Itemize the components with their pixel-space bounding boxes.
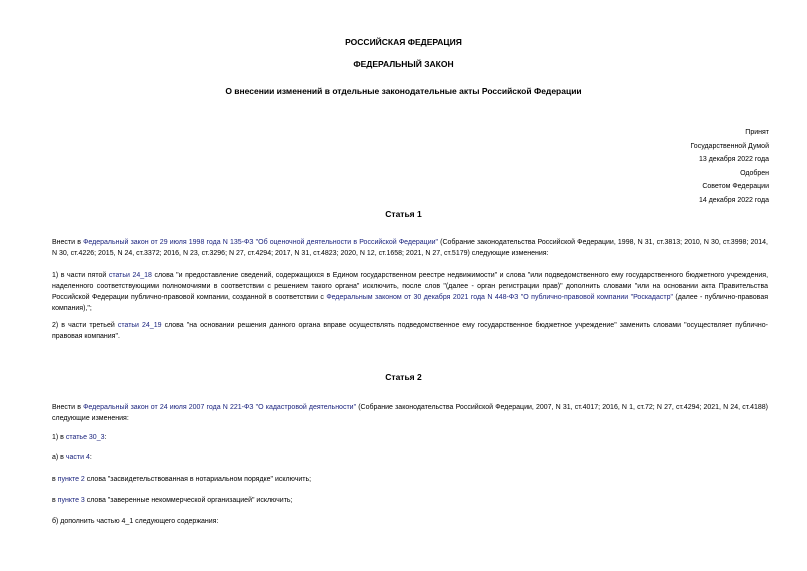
acceptance-line: 14 декабря 2022 года: [698, 196, 769, 204]
text: а) в: [52, 454, 66, 461]
article-link[interactable]: статьи 24_18: [108, 272, 152, 279]
text: 1) в: [52, 434, 66, 441]
text: слова "засвидетельствованная в нотариальном порядке" исключить;: [84, 476, 312, 483]
acceptance-line: Советом Федерации: [702, 183, 769, 190]
text: в: [52, 497, 58, 504]
acceptance-block: [569, 126, 769, 207]
article-1-item-2: [52, 320, 768, 342]
acceptance-line: Одобрен: [740, 169, 769, 177]
law-link[interactable]: Федеральным законом от 30 декабря 2021 года N 448-ФЗ "О публично-правовой компании "Роскадастр": [326, 294, 673, 301]
point-link[interactable]: пункте 3: [57, 497, 85, 504]
text: слова "на основании решения данного органа вправе осуществлять подведомственное ему государственное бюджетное учреждение" заменить словами "осуществляет публично-правовая компания".: [52, 322, 768, 340]
article-2-item-b: б) дополнить частью 4_1 следующего содержания:: [52, 518, 219, 525]
article-2-item-a: [52, 452, 768, 463]
country-heading: РОССИЙСКАЯ ФЕДЕРАЦИЯ: [345, 37, 462, 47]
article-1-heading: Статья 1: [385, 209, 422, 219]
text: :: [89, 454, 92, 461]
text: 2) в части третьей: [52, 322, 118, 329]
law-link[interactable]: Федеральный закон от 24 июля 2007 года N 221-ФЗ "О кадастровой деятельности": [83, 404, 357, 411]
article-2-point-2: [52, 474, 768, 485]
doc-type-heading: ФЕДЕРАЛЬНЫЙ ЗАКОН: [353, 59, 454, 69]
text: слова "и предоставление сведений, содержащихся в Едином государственном реестре недвижимости" и слова "или подведомственного ему государственного бюджетного учреждения, наделенного соответствующими полномочиями в соответствии с решением такого органа" исключить, после слов "(далее - орган регистрации прав)" дополнить словами "или на основании акта Правительства Российской Федерации публично-правовой компании, созданной в соответствии с: [52, 272, 769, 301]
article-link[interactable]: статьи 24_19: [117, 322, 162, 329]
acceptance-line: 13 декабря 2022 года: [698, 156, 769, 163]
article-1-item-1: [52, 270, 768, 314]
article-2-item-1: [52, 432, 768, 443]
text: 1) в части пятой: [52, 272, 109, 279]
article-2-intro: [52, 402, 768, 424]
law-link[interactable]: Федеральный закон от 29 июля 1998 года N 135-ФЗ "Об оценочной деятельности в Российской Федерации": [83, 239, 438, 246]
text: Внести в: [52, 239, 84, 246]
text: слова "заверенные некоммерческой организацией" исключить;: [84, 497, 293, 504]
text: :: [104, 434, 107, 441]
article-1-intro: [52, 237, 768, 259]
text: в: [52, 476, 58, 483]
acceptance-line: Государственной Думой: [690, 142, 769, 150]
article-2-point-3: [52, 495, 768, 506]
point-link[interactable]: пункте 2: [57, 476, 85, 483]
part-link[interactable]: части 4: [65, 454, 90, 461]
text: Внести в: [52, 404, 84, 411]
text: (Собрание законодательства Российской Федерации, 2007, N 31, ст.4017; 2016, N 1, ст.72; N 27, ст.4294; 2021, N 24, ст.4188) следующие изменения:: [52, 404, 769, 422]
article-2-heading: Статья 2: [385, 372, 422, 382]
text: (Собрание законодательства Российской Федерации, 1998, N 31, ст.3813; 2010, N 30, ст.3998; 2014, N 30, ст.4226; 2015, N 24, ст.3372; 2016, N 23, ст.3296; N 27, ст.4294; 2017, N 31, ст.4823; 2020, N 12, ст.1658; 2021, N 27, ст.5179) следующие изменения:: [52, 239, 768, 257]
document-title: О внесении изменений в отдельные законодательные акты Российской Федерации: [225, 86, 582, 96]
article-link[interactable]: статье 30_3: [65, 434, 105, 441]
text: (далее - публично-правовая компания),";: [52, 294, 769, 312]
acceptance-line: Принят: [745, 129, 769, 136]
